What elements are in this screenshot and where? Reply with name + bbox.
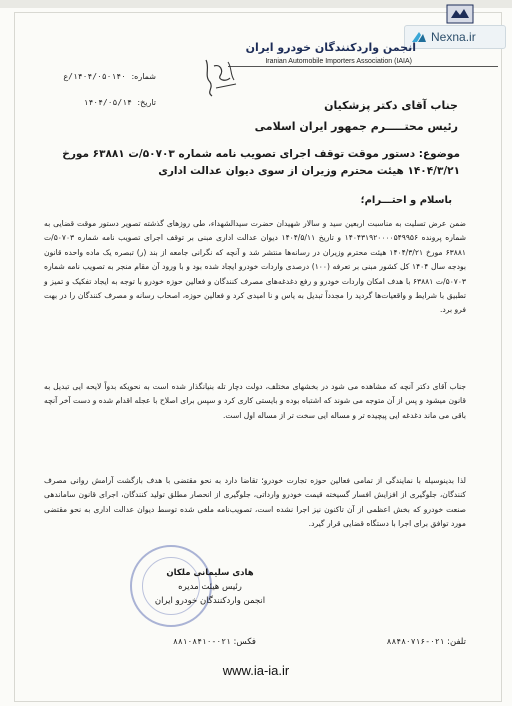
association-name-en: Iranian Automobile Importers Association (IAIA): [265, 58, 412, 65]
body-paragraph: جناب آقای دکتر آنچه که مشاهده می شود در بخشهای مختلف، دولت دچار تله بنیانگذار شده است به نحویکه بدواً لایحه ایی تبدیل به قانون میشود و پس از آن متوجه می شوند که اشتباه بوده و بایستی کاری کرد و سپس برای اصلاح با عجله اقدام شده و دست آخر آنچه باقی می ماند دغدغه ایی پیچیده تر و مساله ایی سخت تر از مساله اول است.: [44, 382, 466, 420]
letter-date: [16, 98, 156, 107]
letter-date-label: تاریخ:: [137, 98, 156, 107]
signatory-position: رئیس هیئت مدیره: [178, 582, 242, 592]
watermark-badge: [404, 25, 506, 49]
recipient: جناب آقای دکتر پزشکیان: [324, 99, 458, 112]
letter-number: [16, 72, 156, 81]
body-paragraph: ضمن عرض تسلیت به مناسبت اربعین سید و سالار شهیدان حضرت سیدالشهداء، طی روزهای گذشته تصویر دستور موقت قضایی به شماره پرونده ۱۴۰۴۳۱۹۲۰۰۰۰۵۴۹۹۵۶ و تاریخ ۱۴۰۴/۵/۱۱ دیوان عدالت اداری مبنی بر توقف اجرای تصویب نامه شماره ۵۰۷۰۳/ت ۶۳۸۸۱ مورخ ۱۴۰۴/۳/۲۱ هیئت محترم وزیران در رسانه‌ها منتشر شد و آنچه که نگرانی جامعه از بند (ر) تبصره یک ماده واحده قانون بودجه سال ۱۴۰۴ کل کشور مبنی بر تعرفه (۱۰۰) درصدی واردات خودرو ایجاد شده بود و با ورود آن مقام منجر به تصویب نامه شماره ۵۰۷۰۳/ت ۶۳۸۸۱ با هدف امکان واردات خودرو و رفع دغدغه‌های مصرف کنندگان و فعالین حوزه خودرو با توجه به ایجاد تفکیک و تمیز و تطبیق با شرایط و واقعیات‌ها گردید را مجدداً تبدیل به یاس و نا امیدی کرد و فعالین حوزه، اصحاب رسانه و مصرف کنندگان را در بهت فرو برد.: [44, 219, 467, 315]
letter-date-value: ۱۴۰۴/۰۵/۱۴: [83, 98, 132, 107]
subject-line: موضوع: دستور موقت توقف اجرای تصویب نامه شماره ۵۰۷۰۳/ت ۶۳۸۸۱ مورخ ۱۴۰۴/۳/۲۱ هیئت محترم وزیران از سوی دیوان عدالت اداری: [62, 148, 460, 177]
letter-number-label: شماره:: [131, 72, 156, 81]
footer-fax: [116, 637, 256, 647]
association-logo-icon: [445, 3, 475, 25]
signature-block: [140, 566, 280, 608]
fax-label: فکس:: [233, 637, 256, 647]
scan-top-edge: [0, 0, 512, 8]
letter-number-value: ۱۴۰۴/۰۵۰۱۴۰/ع: [63, 72, 126, 81]
phone-value: ۰۲۱-۸۸۴۸۰۷۱۶: [386, 637, 445, 646]
greeting: باسلام و احتـــرام؛: [360, 195, 452, 206]
signatory-name: هادی سلیمانی ملکان: [166, 568, 254, 578]
phone-label: تلفن:: [447, 637, 466, 647]
header-divider: [228, 66, 498, 67]
recipient-title: رئیس محتـــــرم جمهور ایران اسلامی: [254, 120, 458, 133]
footer-website: www.ia-ia.ir: [222, 663, 290, 678]
signatory-organization: انجمن واردکنندگان خودرو ایران: [154, 596, 266, 606]
association-name-fa: انجمن واردکنندگان خودرو ایران: [245, 41, 416, 54]
watermark-text: Nexna.ir: [431, 30, 476, 44]
footer-phone: [266, 637, 466, 647]
body-paragraph: لذا بدینوسیله با نمایندگی از تمامی فعالین حوزه تجارت خودرو؛ تقاضا دارد به نحو مقتضی با هدف بازگشت آرامش روانی مصرف کنندگان، جلوگیری از افزایش افسار گسیخته قیمت خودرو وارداتی، جلوگیری از انحصار مطلق تولید کنندگان، اجرای قانون ساماندهی صنعت خودرو که بخش اعظمی از آن تاکنون نیز اجرا نشده است، تصویب‌نامه ملغی شده توسط دیوان عدالت اداری به نحو مقتضی مورد توافق برای اجرا با دستگاه قضایی قرار گیرد.: [44, 476, 466, 529]
handwritten-mark: [196, 54, 246, 100]
fax-value: ۰۲۱-۸۸۱۰۸۴۱۰: [173, 637, 231, 646]
